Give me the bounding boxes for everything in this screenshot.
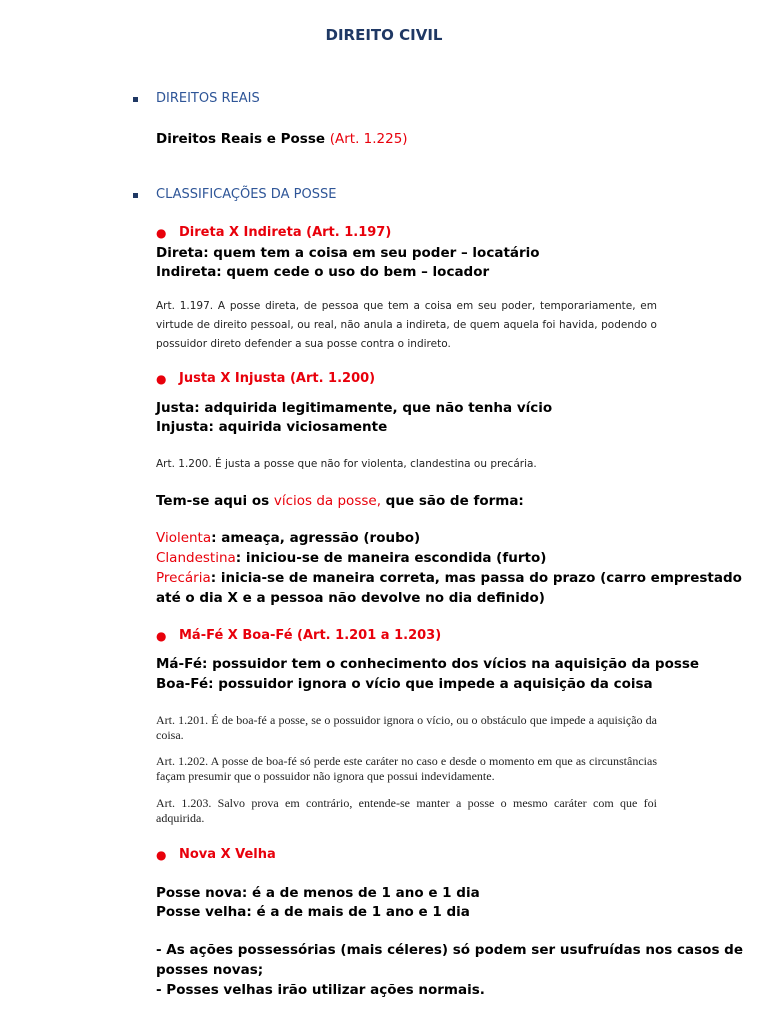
mafe-line-1: Má-Fé: possuidor tem o conhecimento dos vícios na aquisição da posse: [156, 656, 700, 672]
bullet-dot-icon: ●: [156, 848, 167, 862]
article-1197: Art. 1.197. A posse direta, de pessoa que tem a coisa em seu poder, temporariamente, em virtude de direito pessoal, ou real, não anula a indireta, de quem aquela foi havida, podendo o possuidor direto defender a sua posse contra o indireto.: [156, 300, 657, 350]
bullet-square-icon: [133, 97, 138, 102]
precaria-label: Precária: [156, 570, 211, 586]
vicios-highlight: vícios da posse,: [273, 493, 381, 509]
article-1203: Art. 1.203. Salvo prova em contrário, entende-se manter a posse o mesmo caráter com que foi adquirida.: [156, 796, 657, 825]
violenta-text: : ameaça, agressão (roubo): [211, 530, 421, 546]
justa-line-2: Injusta: aquirida viciosamente: [156, 419, 388, 435]
precaria-continuation: até o dia X e a pessoa não devolve no dia definido): [156, 590, 545, 606]
bullet-dot-icon: ●: [156, 226, 167, 240]
vicios-post: que são de forma:: [380, 493, 524, 509]
nova-note-1: - As ações possessórias (mais céleres) só podem ser usufruídas nos casos de: [156, 942, 743, 958]
clandestina-label: Clandestina: [156, 550, 236, 566]
direta-line-2: Indireta: quem cede o uso do bem – locador: [156, 264, 490, 280]
article-1202: Art. 1.202. A posse de boa-fé só perde este caráter no caso e desde o momento em que as circunstâncias façam presumir que o possuidor não ignora que possui indevidamente.: [156, 754, 657, 783]
nova-note-2: - Posses velhas irão utilizar ações normais.: [156, 982, 485, 998]
article-1200: Art. 1.200. É justa a posse que não for violenta, clandestina ou precária.: [156, 458, 537, 470]
justa-line-1: Justa: adquirida legitimamente, que não tenha vício: [156, 400, 553, 416]
subheading-justa: Justa X Injusta (Art. 1.200): [179, 371, 376, 386]
subheading-direta: Direta X Indireta (Art. 1.197): [179, 225, 392, 240]
mafe-line-2: Boa-Fé: possuidor ignora o vício que impede a aquisição da coisa: [156, 676, 653, 692]
intro-ref: (Art. 1.225): [329, 131, 408, 147]
nova-line-1: Posse nova: é a de menos de 1 ano e 1 dia: [156, 885, 480, 901]
section-heading-classificacoes: CLASSIFICAÇÕES DA POSSE: [156, 187, 337, 202]
section-heading-direitos-reais: DIREITOS REAIS: [156, 91, 260, 106]
bullet-square-icon: [133, 193, 138, 198]
vicios-intro: [156, 493, 524, 509]
vicio-precaria: [156, 570, 742, 586]
page-title: DIREITO CIVIL: [325, 26, 443, 44]
bullet-dot-icon: ●: [156, 629, 167, 643]
vicios-pre: Tem-se aqui os: [156, 493, 274, 509]
intro-text: Direitos Reais e Posse: [156, 131, 330, 147]
bullet-dot-icon: ●: [156, 372, 167, 386]
precaria-text: : inicia-se de maneira correta, mas passa do prazo (carro emprestado: [210, 570, 742, 586]
subheading-mafe: Má-Fé X Boa-Fé (Art. 1.201 a 1.203): [179, 628, 442, 643]
intro-line: [156, 131, 408, 147]
subheading-nova: Nova X Velha: [179, 847, 276, 862]
vicio-violenta: [156, 530, 420, 546]
article-1201: Art. 1.201. É de boa-fé a posse, se o possuidor ignora o vício, ou o obstáculo que impede a aquisição da coisa.: [156, 713, 657, 742]
nova-line-2: Posse velha: é a de mais de 1 ano e 1 dia: [156, 904, 470, 920]
violenta-label: Violenta: [156, 530, 212, 546]
direta-line-1: Direta: quem tem a coisa em seu poder – locatário: [156, 245, 540, 261]
clandestina-text: : iniciou-se de maneira escondida (furto): [235, 550, 547, 566]
nova-note-1-continuation: posses novas;: [156, 962, 264, 978]
vicio-clandestina: [156, 550, 546, 566]
